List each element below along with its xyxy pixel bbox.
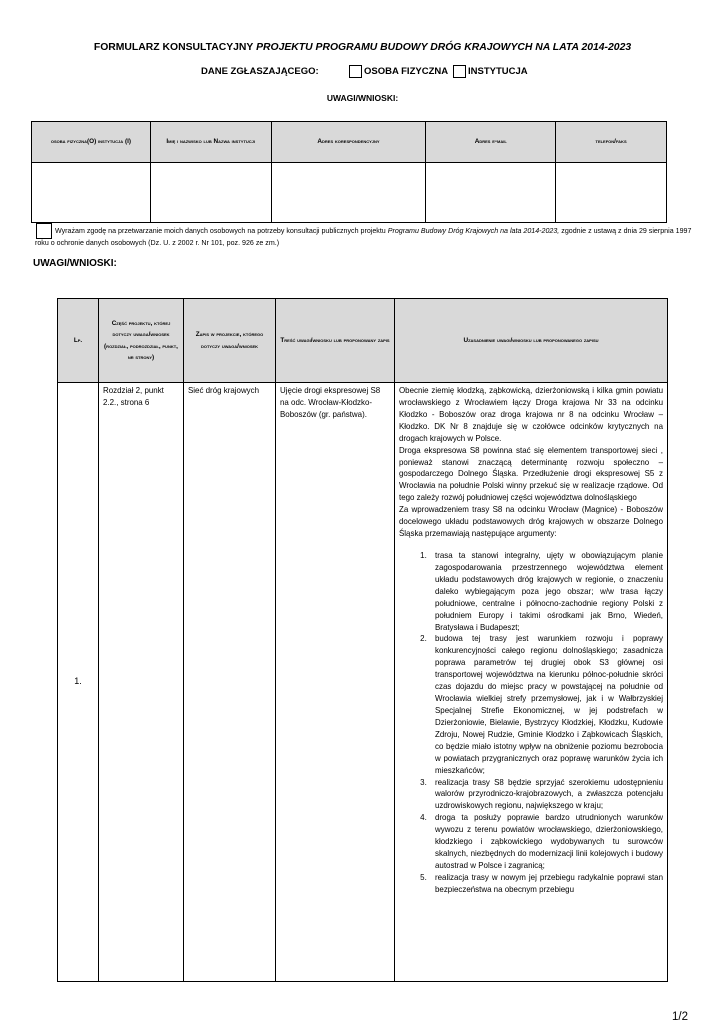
row-zapis[interactable]: Sieć dróg krajowych: [184, 383, 276, 982]
osoba-fizyczna-label: OSOBA FIZYCZNA: [364, 66, 449, 77]
instytucja-checkbox[interactable]: [453, 65, 466, 78]
header-czesc-projektu: Część projektu, której dotyczy uwaga/wniosek (rozdział, podrozdział, punkt, nr strony): [99, 299, 184, 383]
form-title-italic: PROJEKTU PROGRAMU BUDOWY DRÓG KRAJOWYCH NA LATA 2014-2023: [256, 42, 632, 53]
uzasadnienie-paragraph: Za wprowadzeniem trasy S8 na odcinku Wrocław (Magnice) - Boboszów docelowego układu podstawowych dróg krajowych w obszarze Dolnego Śląska przemawiają następujące argumenty:: [399, 505, 663, 539]
adres-input[interactable]: [271, 163, 426, 223]
header-uzasadnienie: Uzasadnienie uwagi/wniosku lub proponowanego zapisu: [395, 299, 668, 383]
consent-text-after: zgodnie z ustawą z dnia 29 sierpnia 1997 roku o ochronie danych osobowych (Dz. U. z 2002 r. Nr 101, poz. 926 ze zm.): [35, 227, 692, 247]
list-item: 2. budowa tej trasy jest warunkiem rozwoju i poprawy konkurencyjności całego regionu dolnośląskiego; zasadnicza poprawa parametrów tej drugiej obok S3 głównej osi transportowej województwa na kierunku północ-południe skróci czas dojazdu do miejsc pracy w powstającej na południe od Wrocławia wielkiej strefy przemysłowej, jak i w Wałbrzyskiej Specjalnej Strefie Ekonomicznej, w jej podstrefach w Dzierżoniowie, Bielawie, Bystrzycy Kłodzkiej, Kłodzku, Kudowie Zdroju, Nowej Rudzie, Gminie Kłodzko i Ząbkowicach Śląskich, co będzie miało istotny wpływ na obniżenie poziomu bezrobocia w powiatach przygranicznych oraz poprawę warunków życia ich mieszkańców;: [429, 633, 663, 776]
imie-nazwa-input[interactable]: [150, 163, 271, 223]
email-input[interactable]: [426, 163, 556, 223]
osoba-fizyczna-checkbox[interactable]: [349, 65, 362, 78]
row-lp: 1.: [58, 383, 99, 982]
comments-header-row: [58, 299, 668, 383]
form-title: [0, 42, 725, 53]
row-uzasadnienie[interactable]: [395, 383, 668, 982]
list-item: 5. realizacja trasy w nowym jej przebiegu radykalnie poprawi stan bezpieczeństwa na obecnym przebiegu: [429, 872, 663, 896]
header-zapis: Zapis w projekcie, którego dotyczy uwaga/wniosek: [184, 299, 276, 383]
consent-text: [35, 226, 692, 249]
row-tresc[interactable]: Ujęcie drogi ekspresowej S8 na odc. Wrocław-Kłodzko-Boboszów (gr. państwa).: [276, 383, 395, 982]
osoba-instytucja-input[interactable]: [32, 163, 151, 223]
uzasadnienie-paragraph: Droga ekspresowa S8 powinna stać się elementem transportowej sieci , ponieważ stanowi znaczącą determinantę rozwoju społeczno – gospodarczego Dolnego Śląska. Przedłużenie drogi ekspresowej S5 z Wrocławia na południe Polski winny przekuć się w realizacje rządowe. Od tego zależy rozwój południowej części województwa dolnośląskiego: [399, 445, 663, 503]
dane-zglaszajacego-label: DANE ZGŁASZAJĄCEGO:: [201, 66, 319, 77]
table-row: [58, 383, 668, 982]
consent-text-before: Wyrażam zgodę na przetwarzanie moich danych osobowych na potrzeby konsultacji publicznych projektu: [55, 227, 386, 235]
contact-input-row: [32, 163, 667, 223]
list-item: 3. realizacja trasy S8 będzie sprzyjać szerokiemu udostępnieniu walorów przyrodniczo-krajobrazowych, a zwłaszcza potencjału uzdrowiskowych regionu, największego w kraju;: [429, 777, 663, 813]
section-title: UWAGI/WNIOSKI:: [33, 258, 117, 269]
argument-list: [399, 550, 663, 896]
form-title-prefix: FORMULARZ KONSULTACYJNY: [93, 42, 254, 53]
contact-table: [31, 121, 667, 223]
header-lp: Lp.: [58, 299, 99, 383]
consent-text-italic: Programu Budowy Dróg Krajowych na lata 2014-2023,: [387, 227, 560, 235]
header-tresc: Treść uwagi/wniosku lub proponowany zapis: [276, 299, 395, 383]
header-imie-nazwa: Imię i nazwisko lub Nazwa instytucji: [150, 122, 271, 163]
telefon-input[interactable]: [556, 163, 667, 223]
contact-header-row: [32, 122, 667, 163]
header-adres: Adres korespondencyjny: [271, 122, 426, 163]
list-item: 4. droga ta posłuży poprawie bardzo utrudnionych warunków wywozu z terenu powiatów wrocławskiego, dzierżoniowskiego, kłodzkiego i ząbkowickiego wydobywanych tu surowców skalnych, niezbędnych do modernizacji linii kolejowych i budowy autostrad w Polsce i zagranicą;: [429, 812, 663, 872]
page-number: 1/2: [672, 1011, 688, 1023]
row-czesc[interactable]: Rozdział 2, punkt 2.2., strona 6: [99, 383, 184, 982]
comments-table: [57, 298, 668, 982]
uzasadnienie-paragraph: Obecnie ziemię kłodzką, ząbkowicką, dzierżoniowską i kilka gmin powiatu wrocławskiego z Wrocławiem łączy Droga krajowa Nr 33 na odcinku Kłodzko - Boboszów oraz droga krajowa nr 8 na odcinku Wrocław – Kłodzko. DK Nr 8 znajduje się w czołówce odcinków krytycznych na drogach krajowych w Polsce.: [399, 386, 663, 443]
header-email: Adres e-mail: [426, 122, 556, 163]
instytucja-label: INSTYTUCJA: [468, 66, 528, 77]
uwagi-label: UWAGI/WNIOSKI:: [326, 93, 399, 103]
list-item: 1. trasa ta stanowi integralny, ujęty w obowiązującym planie zagospodarowania przestrzennego województwa element układu podstawowych dróg krajowych w regionie, o znaczeniu daleko wybiegającym poza jego obszar; w/w trasa łączy południowe, centralne i północno-zachodnie regiony Polski z południem Europy i takimi ośrodkami jak Brno, Wiedeń, Bratysława i Budapeszt;: [429, 550, 663, 633]
header-osoba-instytucja: osoba fizyczna(O) instytucja (I): [32, 122, 151, 163]
header-telefon: telefon/faks: [556, 122, 667, 163]
